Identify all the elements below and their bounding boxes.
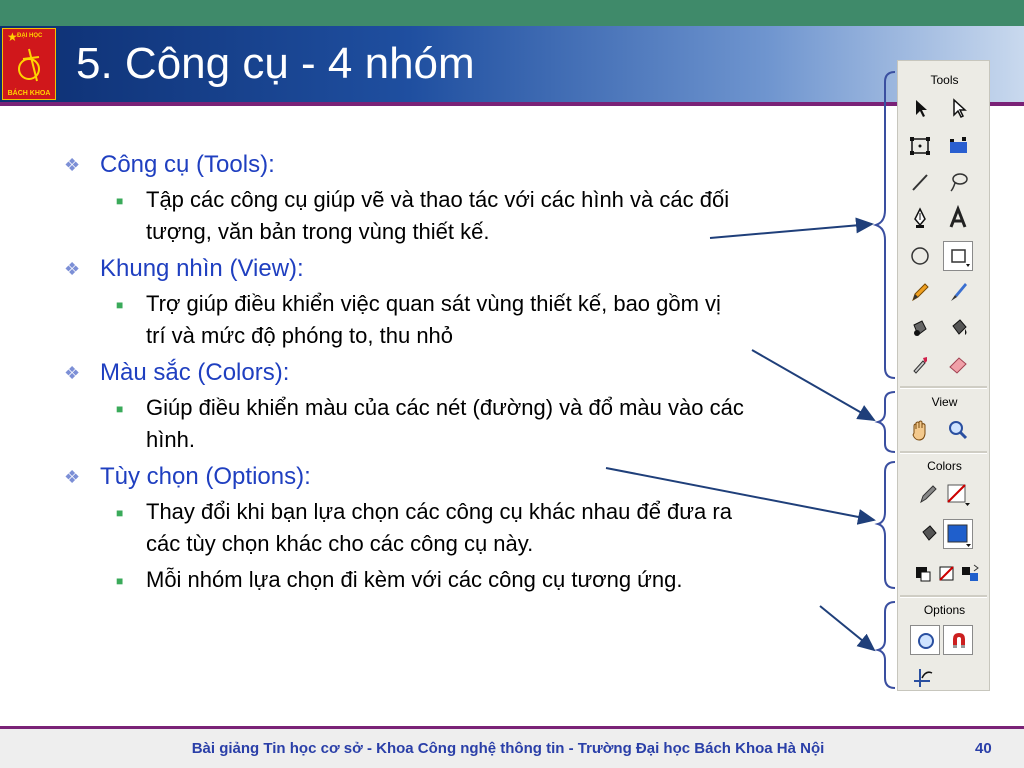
square-bullet-icon: ■: [116, 574, 124, 588]
brace-view: [878, 392, 895, 452]
brace-tools: [876, 72, 895, 378]
options-section-title: Options: [923, 603, 966, 617]
diamond-bullet-icon: ❖: [64, 467, 81, 487]
diamond-bullet-icon: ❖: [64, 155, 81, 175]
bullet-heading: Khung nhìn (View):: [100, 255, 304, 282]
tools-section-title: Tools: [930, 73, 959, 87]
square-bullet-icon: ■: [116, 194, 124, 208]
brace-options: [878, 602, 895, 688]
square-bullet-icon: ■: [116, 506, 124, 520]
sub-bullet-text: Trợ giúp điều khiển việc quan sát vùng thiết kế, bao gồm vị trí và mức độ phóng to, thu nhỏ: [146, 291, 721, 348]
view-section-title: View: [931, 395, 958, 409]
sub-bullet-text: Thay đổi khi bạn lựa chọn các công cụ khác nhau để đưa ra các tùy chọn khác cho các công cụ này.: [146, 499, 732, 556]
bullet-heading: Tùy chọn (Options):: [100, 463, 311, 490]
brace-colors: [878, 462, 895, 588]
sub-bullet-text: Mỗi nhóm lựa chọn đi kèm với các công cụ tương ứng.: [146, 567, 683, 592]
colors-section-title: Colors: [927, 459, 962, 473]
sub-bullet-text: Giúp điều khiển màu của các nét (đường) và đổ màu vào các hình.: [146, 395, 744, 452]
footer: [0, 729, 1024, 768]
arrow-view: [752, 350, 874, 420]
arrow-tools: [710, 224, 872, 238]
page-number: 40: [975, 740, 992, 757]
diamond-bullet-icon: ❖: [64, 363, 81, 383]
footer-text: Bài giảng Tin học cơ sở - Khoa Công nghệ thông tin - Trường Đại học Bách Khoa Hà Nội: [191, 740, 825, 757]
square-bullet-icon: ■: [116, 298, 124, 312]
logo-star-icon: ★: [7, 30, 18, 44]
bullet-heading: Công cụ (Tools):: [100, 151, 275, 178]
sub-bullet-text: Tập các công cụ giúp vẽ và thao tác với các hình và các đối tượng, văn bản trong vùng thiết kế.: [146, 187, 730, 244]
bullet-heading: Màu sắc (Colors):: [100, 359, 290, 386]
logo-top-text: ĐẠI HỌC: [17, 33, 43, 39]
diamond-bullet-icon: ❖: [64, 259, 81, 279]
logo-bottom-text: BÁCH KHOA: [7, 90, 51, 97]
arrow-options: [820, 606, 874, 650]
arrow-colors: [606, 468, 874, 520]
square-bullet-icon: ■: [116, 402, 124, 416]
slide-title: 5. Công cụ - 4 nhóm: [76, 39, 475, 88]
